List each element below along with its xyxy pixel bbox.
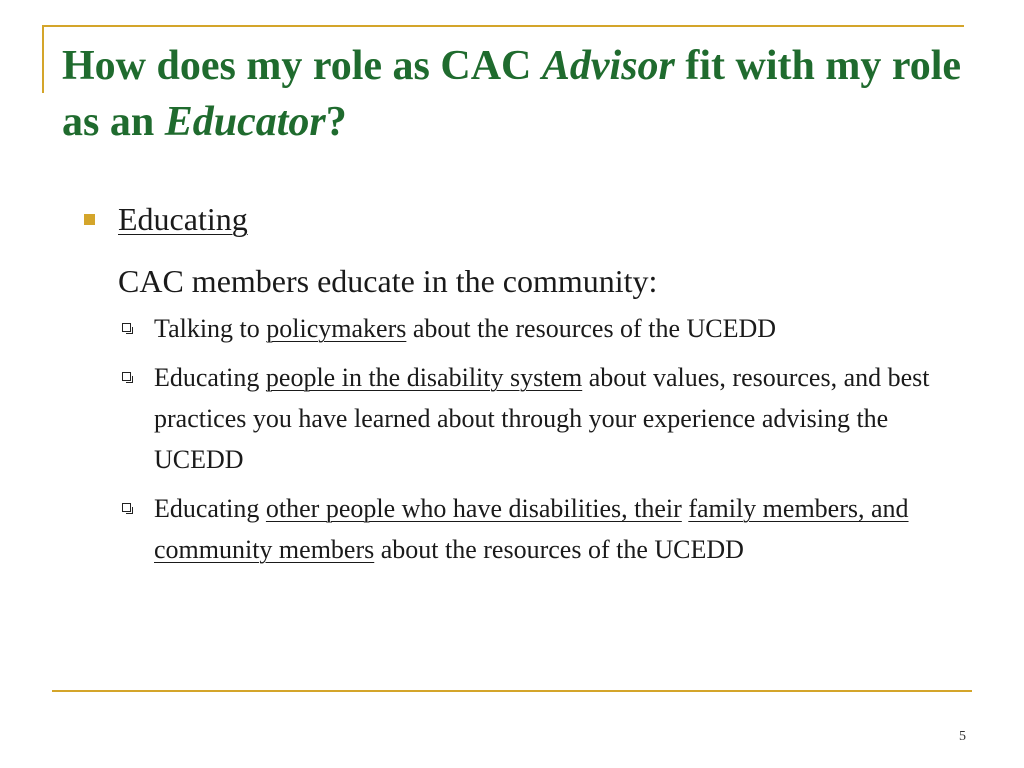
title-part-1: How does my role as CAC: [62, 43, 542, 89]
sub-bullet-text-post: about the resources of the UCEDD: [406, 314, 777, 343]
sub-bullet-underlined-2: family members, and community members: [154, 494, 909, 564]
slide-body: [84, 198, 954, 578]
slide-number: 5: [959, 729, 966, 744]
title-part-3: ?: [325, 99, 347, 145]
sub-bullet-list: [84, 308, 954, 570]
hollow-square-bullet-icon: [122, 503, 131, 512]
top-accent-line: [42, 25, 964, 27]
title-emphasis-educator: Educator: [164, 99, 326, 145]
sub-bullet-item: [84, 357, 954, 480]
sub-bullet-underlined: other people who have disabilities, their: [265, 494, 682, 523]
sub-bullet-text-pre: Talking to: [154, 314, 267, 343]
bullet-heading: Educating: [118, 201, 248, 237]
sub-bullet-underlined: policymakers: [266, 314, 407, 343]
slide-title: [62, 38, 962, 150]
bullet-body-text: CAC members educate in the community:: [118, 263, 658, 299]
bullet-educating: [84, 198, 954, 240]
sub-bullet-item: [84, 488, 954, 570]
hollow-square-bullet-icon: [122, 323, 131, 332]
sub-bullet-underlined: people in the disability system: [265, 363, 583, 392]
sub-bullet-text-pre: Educating: [154, 494, 266, 523]
hollow-square-bullet-icon: [122, 372, 131, 381]
sub-bullet-text-post: about values, resources, and best practices you have learned about through your experience advising the UCEDD: [154, 363, 930, 474]
title-emphasis-advisor: Advisor: [541, 43, 675, 89]
left-accent-line: [42, 25, 44, 93]
sub-bullet-text-post: about the resources of the UCEDD: [374, 535, 744, 564]
sub-bullet-item: [84, 308, 954, 349]
bottom-accent-line: [52, 690, 972, 692]
title-part-2: fit with my role as an: [62, 43, 962, 145]
square-bullet-icon: [84, 214, 95, 225]
sub-bullet-text-pre: Educating: [154, 363, 266, 392]
